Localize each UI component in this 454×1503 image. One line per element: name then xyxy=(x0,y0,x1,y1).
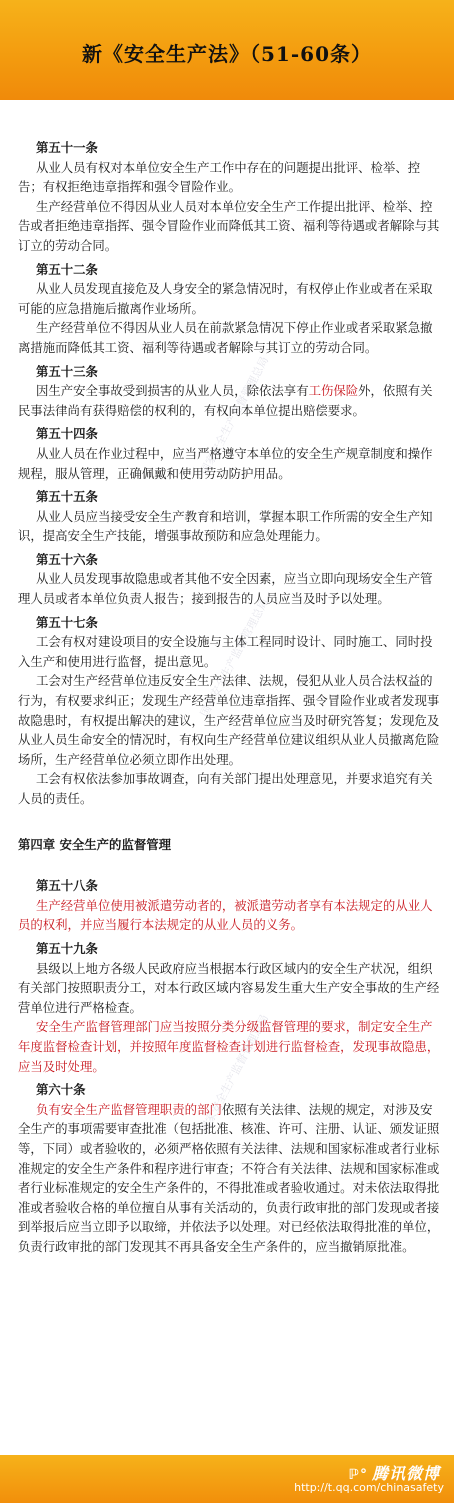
article-paragraph: 生产经营单位不得因从业人员在前款紧急情况下停止作业或者采取紧急撤离措施而降低其工资、福利等待遇或者解除与其订立的劳动合同。 xyxy=(18,320,433,355)
article-paragraph: 生产经营单位使用被派遣劳动者的，被派遣劳动者享有本法规定的从业人员的权利，并应当履行本法规定的从业人员的义务。 xyxy=(18,897,433,933)
article-title: 第五十四条 xyxy=(36,426,98,442)
watermark: 国家安全生产监督管理总局 xyxy=(197,1012,272,1136)
article-paragraph: 县级以上地方各级人民政府应当根据本行政区域内的安全生产状况，组织有关部门按照职责分工，对本行政区域内容易发生重大生产安全事故的生产经营单位进行严格检查。 xyxy=(18,960,440,1015)
law-content xyxy=(18,138,442,1256)
brand-logo[interactable]: ℙ° 腾讯微博 xyxy=(348,1464,440,1483)
article-title: 第五十二条 xyxy=(36,261,98,277)
article-title: 第五十五条 xyxy=(36,489,98,505)
weibo-icon: ℙ° xyxy=(348,1467,368,1483)
article-paragraph: 工会对生产经营单位违反安全生产法律、法规，侵犯从业人员合法权益的行为，有权要求纠正；发现生产经营单位违章指挥、强令冒险作业或者发现事故隐患时，有权提出解决的建议，生产经营单位应当及时研究答复；发现危及从业人员生命安全的情况时，有权向生产经营单位建议组织从业人员撤离危险场所，生产经营单位必须立即作出处理。 xyxy=(18,673,440,767)
article-title: 第五十六条 xyxy=(36,551,98,567)
article-title: 第五十一条 xyxy=(36,140,98,155)
page-title: 新《安全生产法》（51-60条） xyxy=(82,42,372,66)
chapter-heading: 第四章 安全生产的监督管理 xyxy=(18,836,172,852)
header-banner xyxy=(0,0,454,100)
article-title: 第五十七条 xyxy=(36,614,98,630)
article-paragraph: 从业人员有权对本单位安全生产工作中存在的问题提出批评、检举、控告；有权拒绝违章指挥和强令冒险作业。 xyxy=(18,159,421,195)
highlight-text: 工伤保险 xyxy=(308,383,359,399)
articles-group xyxy=(18,138,442,362)
article-paragraph: 负有安全生产监督管理职责的部门依照有关法律、法规的规定，对涉及安全生产的事项需要审查批准（包括批准、核准、许可、注册、认证、颁发证照等，下同）或者验收的，必须严格依照有关法律、法规和国家标准或者行业标准规定的安全生产条件和程序进行审查；不符合有关法律、法规和国家标准或者行业标准规定的安全生产条件的，不得批准或者验收通过。对未依法取得批准或者验收合格的单位擅自从事有关活动的，负责行政审批的部门发现或者接到举报后应当立即予以取缔，并依法予以处理。对已经依法取得批准的单位，负责行政审批的部门发现其不再具备安全生产条件的，应当撤销原批准。 xyxy=(18,1101,440,1254)
article-paragraph: 生产经营单位不得因从业人员对本单位安全生产工作提出批评、检举、控告或者拒绝违章指挥、强令冒险作业而降低其工资、福利等待遇或者解除与其订立的劳动合同。 xyxy=(18,198,440,253)
article-paragraph: 因生产安全事故受到损害的从业人员，除依法享有工伤保险外，依照有关民事法律尚有获得赔偿的权利的，有权向本单位提出赔偿要求。 xyxy=(18,383,433,418)
article-paragraph: 安全生产监督管理部门应当按照分类分级监督管理的要求，制定安全生产年度监督检查计划，并按照年度监督检查计划进行监督检查，发现事故隐患，应当及时处理。 xyxy=(18,1019,440,1074)
article-paragraph: 工会有权对建设项目的安全设施与主体工程同时设计、同时施工、同时投入生产和使用进行监督，提出意见。 xyxy=(18,634,433,669)
article-paragraph: 从业人员发现事故隐患或者其他不安全因素，应当立即向现场安全生产管理人员或者本单位负责人报告；接到报告的人员应当及时予以处理。 xyxy=(18,571,433,607)
articles-group xyxy=(18,424,442,812)
article-paragraph: 从业人员在作业过程中，应当严格遵守本单位的安全生产规章制度和操作规程，服从管理，正确佩戴和使用劳动防护用品。 xyxy=(18,445,433,481)
article-paragraph: 从业人员应当接受安全生产教育和培训，掌握本职工作所需的安全生产知识，提高安全生产技能，增强事故预防和应急处理能力。 xyxy=(18,508,433,544)
article-title: 第五十九条 xyxy=(36,940,98,956)
watermark: 国家安全生产监督管理总局 xyxy=(197,354,272,478)
article-paragraph: 从业人员发现直接危及人身安全的紧急情况时，有权停止作业或者在采取可能的应急措施后撤离作业场所。 xyxy=(18,281,433,316)
footer-bar xyxy=(0,1455,454,1503)
watermark: 国家安全生产监督管理总局 xyxy=(197,596,272,720)
article-title: 第六十条 xyxy=(36,1082,86,1098)
footer-url[interactable]: http://t.qq.com/chinasafety xyxy=(294,1481,444,1494)
article-title: 第五十八条 xyxy=(36,878,98,894)
highlight-text: 负有安全生产监督管理职责的部门 xyxy=(36,1101,222,1117)
article-title: 第五十三条 xyxy=(36,363,98,379)
article-paragraph: 工会有权依法参加事故调查，向有关部门提出处理意见，并要求追究有关人员的责任。 xyxy=(18,771,433,806)
